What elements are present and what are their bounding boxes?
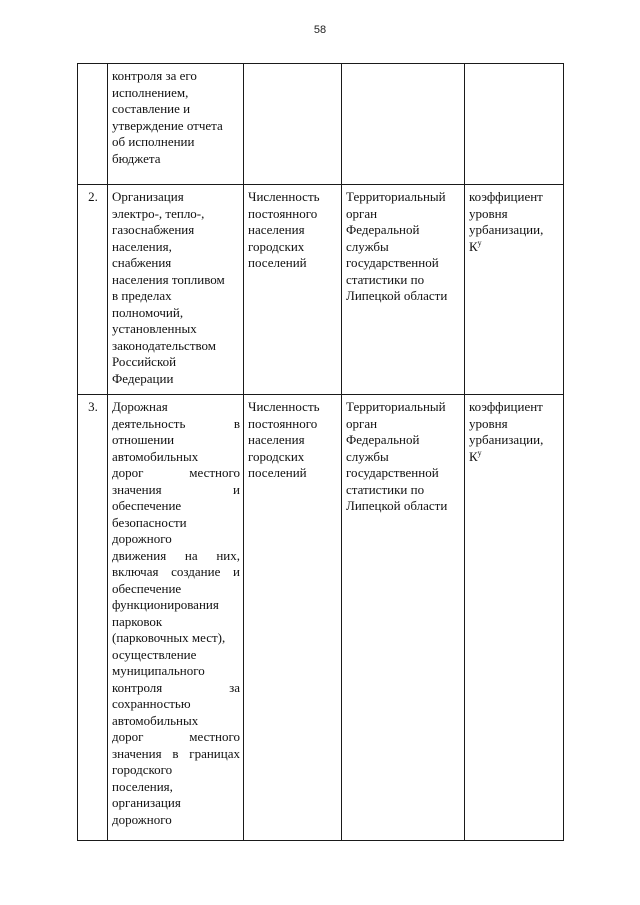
cell-line: электро-, тепло-, bbox=[112, 205, 205, 221]
cell-line: постоянного bbox=[248, 415, 318, 431]
cell-line: Организация bbox=[112, 189, 184, 204]
cell-line: постоянного bbox=[248, 205, 318, 221]
cell-line: службы bbox=[346, 238, 389, 254]
cell-line: орган bbox=[346, 415, 378, 431]
page-number: 58 bbox=[313, 24, 327, 36]
cell-line: (парковочных мест), bbox=[112, 630, 226, 645]
cell-line: газоснабжения bbox=[112, 222, 195, 237]
cell-line: Территориальный bbox=[346, 399, 446, 414]
authority-name-cell bbox=[108, 64, 244, 185]
authority-name-cell bbox=[108, 395, 244, 841]
allocation-table bbox=[77, 63, 564, 841]
cell-line: дорог местного bbox=[112, 465, 240, 480]
cell-line: поселений bbox=[248, 255, 307, 270]
cell-line: Дорожная bbox=[112, 399, 168, 414]
cell-line: населения bbox=[248, 432, 305, 447]
cell-line: муниципального bbox=[112, 663, 205, 678]
data-source-cell bbox=[342, 64, 465, 185]
cell-line: Липецкой области bbox=[346, 288, 448, 303]
data-source-cell bbox=[342, 395, 465, 841]
row-number bbox=[78, 64, 108, 185]
authority-name-cell bbox=[108, 185, 244, 395]
cell-line: автомобильных bbox=[112, 448, 199, 464]
cell-line: утверждение отчета bbox=[112, 117, 223, 133]
cell-line: Федерации bbox=[112, 370, 174, 386]
cell-line: урбанизации, bbox=[469, 432, 544, 447]
coefficient-cell bbox=[465, 395, 564, 841]
cell-line: населения bbox=[248, 222, 305, 237]
cell-line: орган bbox=[346, 205, 378, 221]
cell-line: значения и bbox=[112, 481, 240, 497]
cell-line: Численность bbox=[248, 399, 320, 414]
cell-line: безопасности bbox=[112, 514, 187, 530]
data-source-cell bbox=[342, 185, 465, 395]
cell-line: статистики по bbox=[346, 481, 425, 497]
cell-line: уровня bbox=[469, 415, 508, 431]
table-row bbox=[78, 64, 564, 185]
cell-line: снабжения bbox=[112, 255, 172, 270]
cell-line: городских bbox=[248, 238, 305, 254]
cell-line: об исполнении bbox=[112, 134, 195, 149]
cell-line: законодательством bbox=[112, 337, 217, 353]
cell-line: статистики по bbox=[346, 271, 425, 287]
indicator-cell bbox=[244, 185, 342, 395]
row-number: 3. bbox=[78, 395, 108, 841]
cell-line: парковок bbox=[112, 613, 163, 629]
indicator-cell bbox=[244, 395, 342, 841]
cell-line: государственной bbox=[346, 255, 439, 270]
cell-line: городских bbox=[248, 448, 305, 464]
cell-line: Численность bbox=[248, 189, 320, 204]
cell-line: городского bbox=[112, 762, 173, 777]
cell-line: Территориальный bbox=[346, 189, 446, 204]
cell-line: исполнением, bbox=[112, 84, 189, 100]
cell-line: движения на них, bbox=[112, 547, 240, 563]
cell-line: государственной bbox=[346, 465, 439, 480]
cell-line: контроля за bbox=[112, 679, 240, 695]
cell-line: населения, bbox=[112, 238, 172, 254]
cell-line: населения топливом bbox=[112, 271, 225, 287]
cell-line: дорог местного bbox=[112, 729, 240, 744]
cell-line: обеспечение bbox=[112, 580, 182, 596]
cell-line: деятельность в bbox=[112, 415, 240, 431]
cell-line: службы bbox=[346, 448, 389, 464]
cell-line: составление и bbox=[112, 101, 191, 116]
cell-line: контроля за его bbox=[112, 68, 197, 83]
cell-line: автомобильных bbox=[112, 712, 199, 728]
row-number: 2. bbox=[78, 185, 108, 395]
cell-line: уровня bbox=[469, 205, 508, 221]
coefficient-text bbox=[469, 399, 560, 449]
cell-line: отношении bbox=[112, 432, 175, 447]
coefficient-cell bbox=[465, 185, 564, 395]
indicator-cell bbox=[244, 64, 342, 185]
coefficient-superscript: у bbox=[477, 238, 482, 248]
cell-line: полномочий, bbox=[112, 304, 184, 320]
coefficient-symbol: $К^у$ bbox=[469, 448, 482, 464]
cell-line: организация bbox=[112, 795, 181, 810]
cell-line: бюджета bbox=[112, 150, 161, 166]
coefficient-cell bbox=[465, 64, 564, 185]
cell-line: функционирования bbox=[112, 597, 219, 612]
cell-line: осуществление bbox=[112, 646, 197, 662]
cell-line: обеспечение bbox=[112, 498, 182, 513]
cell-line: дорожного bbox=[112, 811, 172, 827]
cell-line: включая создание и bbox=[112, 564, 240, 579]
cell-line: Федеральной bbox=[346, 432, 420, 447]
coefficient-symbol: $К^у$ bbox=[469, 238, 482, 254]
cell-line: поселений bbox=[248, 465, 307, 480]
cell-line: коэффициент bbox=[469, 189, 543, 204]
cell-line: дорожного bbox=[112, 531, 172, 546]
table-row bbox=[78, 395, 564, 841]
cell-line: урбанизации, bbox=[469, 222, 544, 237]
cell-line: Российской bbox=[112, 354, 177, 369]
table-row bbox=[78, 185, 564, 395]
cell-line: Липецкой области bbox=[346, 498, 448, 513]
cell-line: сохранностью bbox=[112, 696, 191, 711]
cell-line: Федеральной bbox=[346, 222, 420, 237]
cell-line: установленных bbox=[112, 321, 197, 336]
cell-line: в пределах bbox=[112, 288, 172, 303]
coefficient-text bbox=[469, 189, 560, 239]
cell-line: коэффициент bbox=[469, 399, 543, 414]
cell-line: поселения, bbox=[112, 778, 173, 794]
coefficient-superscript: у bbox=[477, 448, 482, 458]
cell-line: значения в границах bbox=[112, 745, 240, 761]
